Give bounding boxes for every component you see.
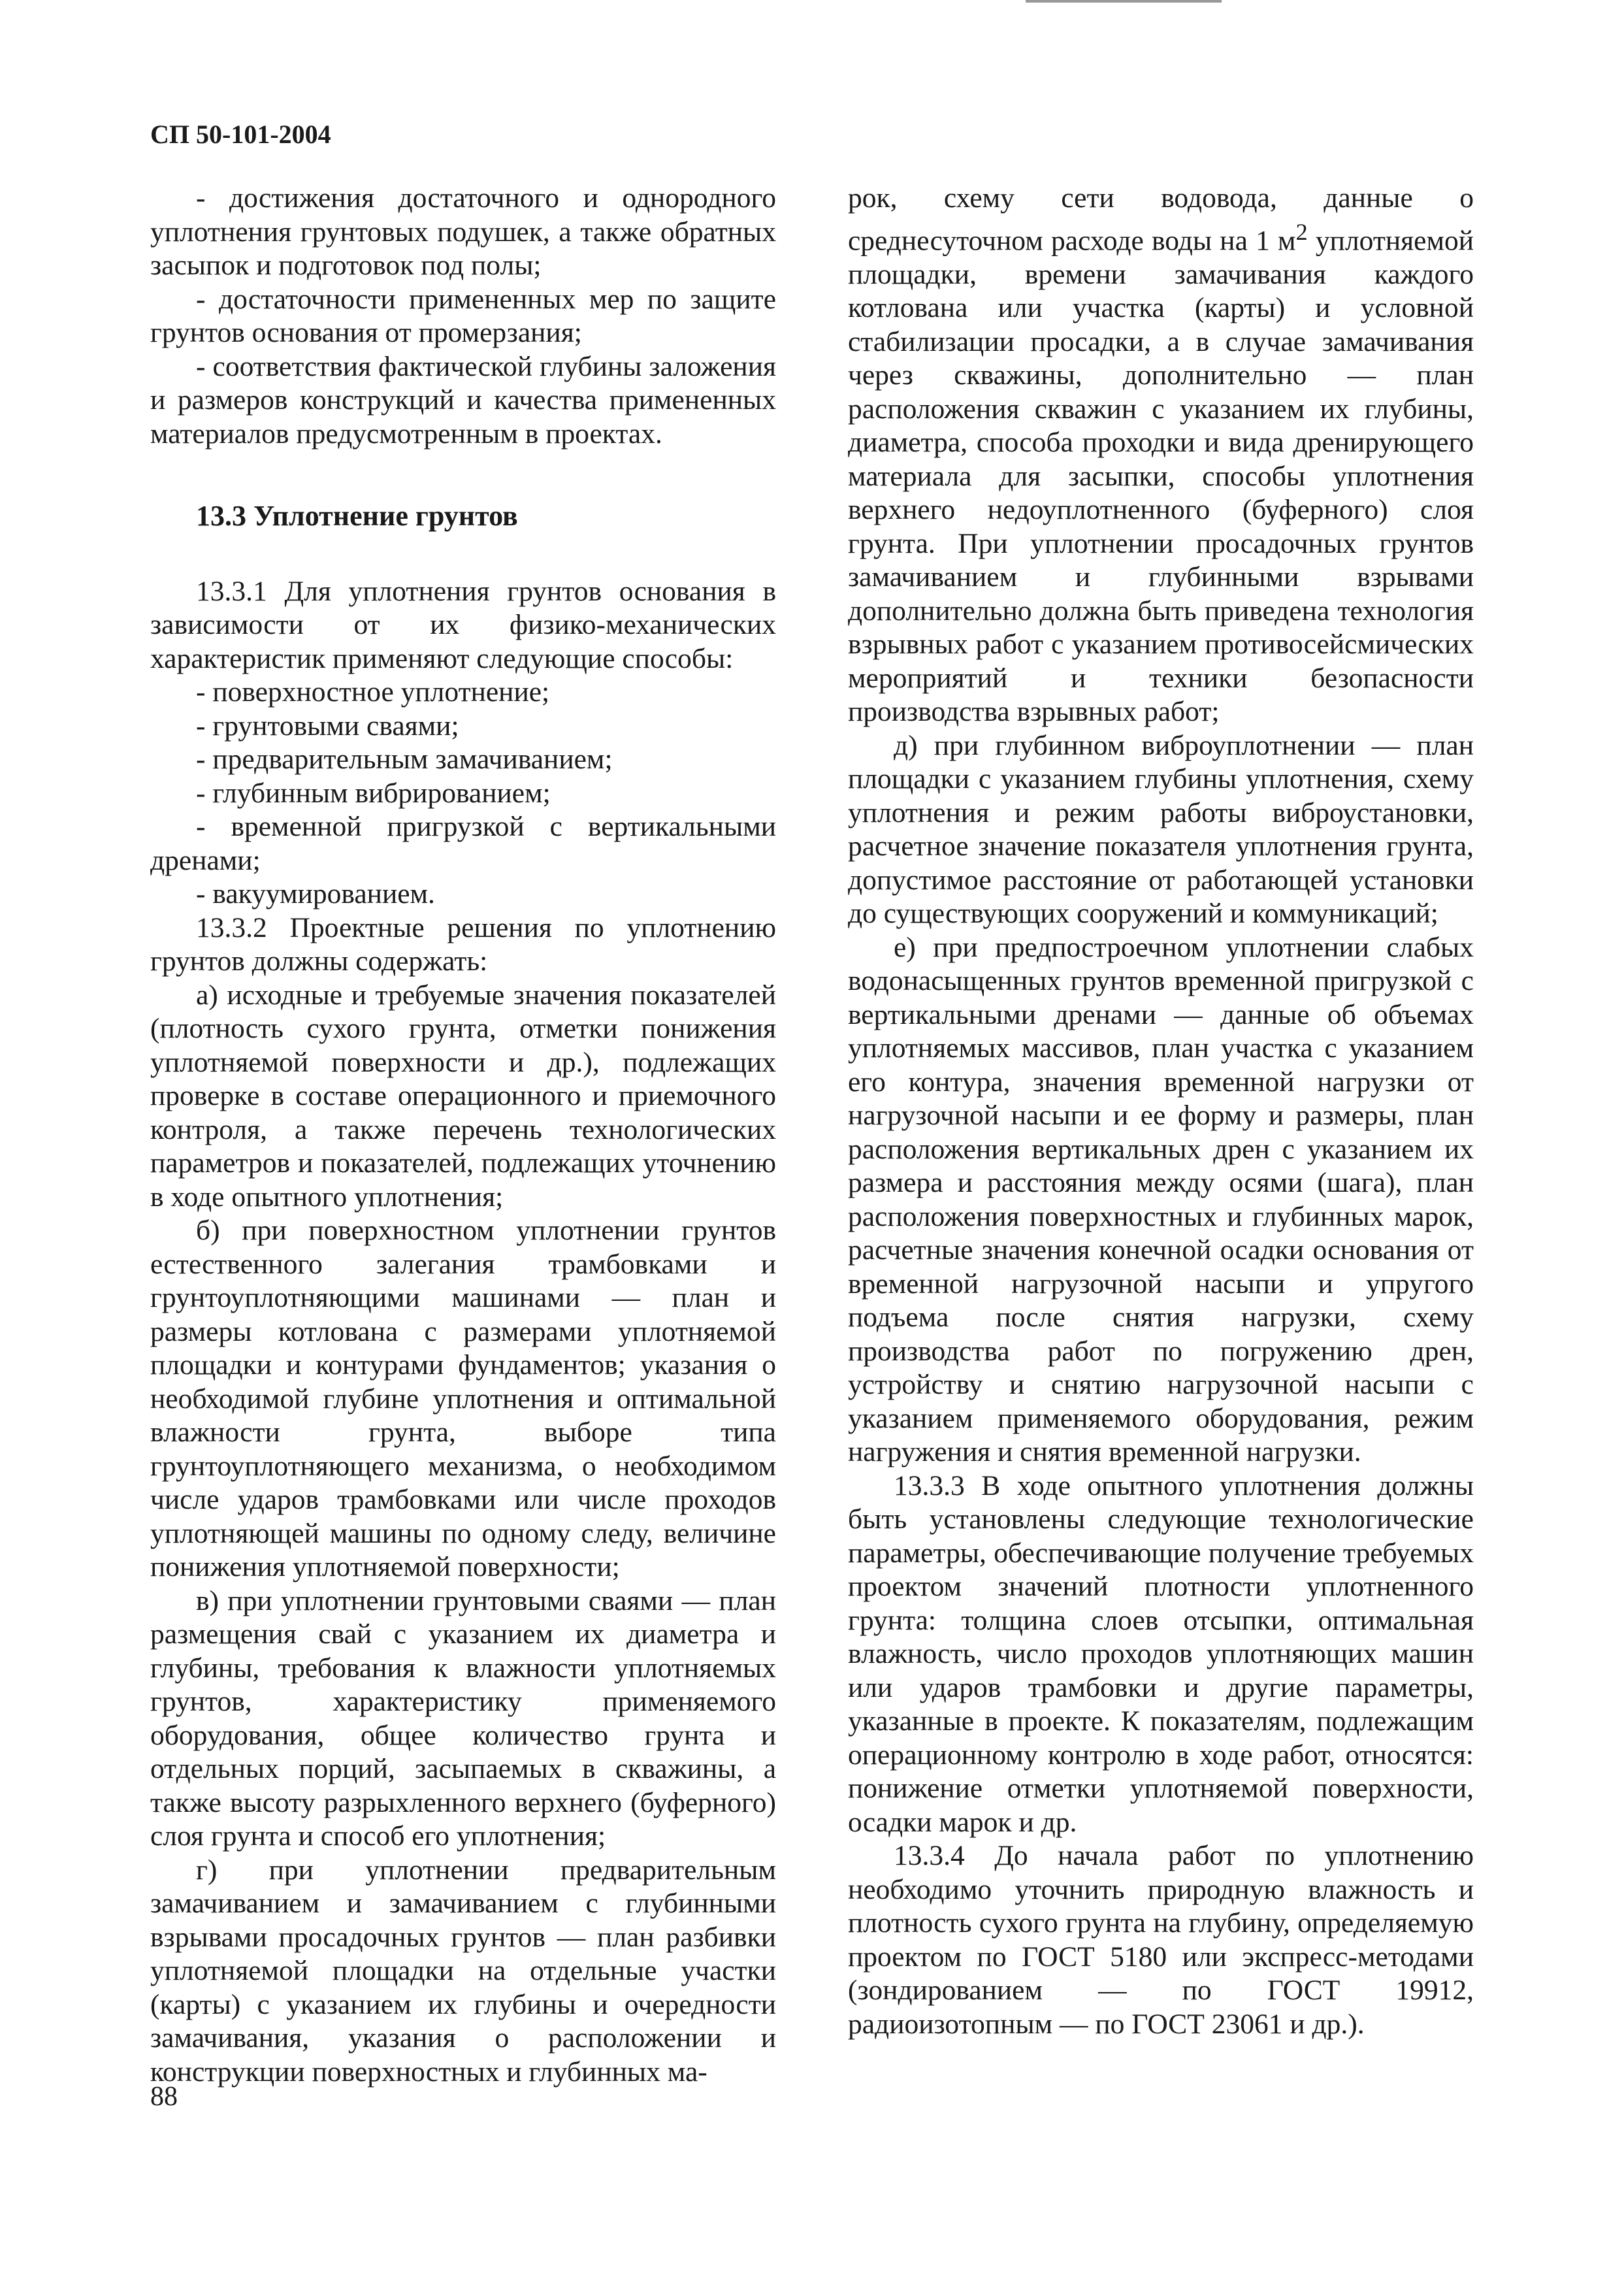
paragraph-13-3-4: 13.3.4 До начала работ по уплотнению необходимо уточнить природную влажность и плотность сухого грунта на глубину, определяемую проектом по ГОСТ 5180 или экспресс-методами (зондированием — по ГОСТ 19912, радиоизотопным — по ГОСТ 23061 и др.). (848, 1840, 1474, 2040)
item-g-continuation (848, 182, 1474, 729)
method-item: - поверхностное уплотнение; (196, 676, 550, 708)
scan-edge-line (1026, 0, 1222, 3)
paragraph-13-3-2: 13.3.2 Проектные решения по уплотнению грунтов должны содержать: (150, 911, 776, 977)
method-item: - временной пригрузкой с вертикальными дренами; (150, 811, 776, 876)
method-item: - грунтовыми сваями; (196, 710, 459, 742)
item-g: г) при уплотнении предварительным замачиванием и замачиванием с глубинными взрывами просадочных грунтов — план разбивки уплотняемой площадки на отдельные участки (карты) с указанием их глубины и очередности замачивания, указания о расположении и конструкции поверхностных и глубинных ма- (150, 1854, 776, 2088)
paragraph-13-3-3: 13.3.3 В ходе опытного уплотнения должны быть установлены следующие технологические параметры, обеспечивающие получение требуемых проектом значений плотности уплотненного грунта: толщина слоев отсыпки, оптимальная влажность, число проходов уплотняющих машин или ударов трамбовки и другие параметры, указанные в проекте. К показателям, подлежащим операционному контролю в ходе работ, относятся: понижение отметки уплотняемой поверхности, осадки марок и др. (848, 1469, 1474, 1838)
list-item: - соответствия фактической глубины заложения и размеров конструкций и качества примененных материалов предусмотренным в проектах. (150, 350, 776, 450)
item-a: а) исходные и требуемые значения показателей (плотность сухого грунта, отметки понижения уплотняемой поверхности и др.), подлежащих проверке в составе операционного и приемочного контроля, а также перечень технологических параметров и показателей, подлежащих уточнению в ходе опытного уплотнения; (150, 979, 776, 1213)
list-item: - достаточности примененных мер по защите грунтов основания от промерзания; (150, 283, 776, 348)
list-item: - достижения достаточного и однородного уплотнения грунтовых подушек, а также обратных засыпок и подготовок под полы; (150, 182, 776, 281)
left-column (150, 182, 776, 2089)
method-item: - глубинным вибрированием; (196, 777, 551, 809)
item-b: б) при поверхностном уплотнении грунтов естественного залегания трамбовками и грунтоуплотняющими машинами — план и размеры котлована с размерами уплотняемой площадки и контурами фундаментов; указания о необходимой глубине уплотнения и оптимальной влажности грунта, выборе типа грунтоуплотняющего механизма, о необходимом числе ударов трамбовками или числе проходов уплотняющей машины по одному следу, величине понижения уплотняемой поверхности; (150, 1215, 776, 1582)
page-number: 88 (150, 2082, 178, 2112)
method-item: - вакуумированием. (196, 878, 435, 909)
section-heading: 13.3 Уплотнение грунтов (196, 500, 518, 532)
document-code: СП 50-101-2004 (150, 120, 331, 149)
paragraph-13-3-1: 13.3.1 Для уплотнения грунтов основания в зависимости от их физико-механических характеристик применяют следующие способы: (150, 575, 776, 674)
item-g-cont-text: рок, схему сети водовода, данные о среднесуточном расходе воды на 1 м (848, 182, 1474, 256)
superscript-2: 2 (1295, 218, 1308, 245)
item-g-cont-text-2: уплотняемой площадки, времени замачивания каждого котлована или участка (карты) и условной стабилизации просадки, а в случае замачивания через скважины, дополнительно — план расположения скважин с указанием их глубины, диаметра, способа проходки и вида дренирующего материала для засыпки, способы уплотнения верхнего недоуплотненного (буферного) слоя грунта. При уплотнении просадочных грунтов замачиванием и глубинными взрывами дополнительно должна быть приведена технология взрывных работ с указанием противосейсмических мероприятий и техники безопасности производства взрывных работ; (848, 225, 1474, 727)
item-d: д) при глубинном виброуплотнении — план площадки с указанием глубины уплотнения, схему уплотнения и режим работы виброустановки, расчетное значение показателя уплотнения грунта, допустимое расстояние от работающей установки до существующих сооружений и коммуникаций; (848, 729, 1474, 929)
item-v: в) при уплотнении грунтовыми сваями — план размещения свай с указанием их диаметра и глубины, требования к влажности уплотняемых грунтов, характеристику применяемого оборудования, общее количество грунта и отдельных порций, засыпаемых в скважины, а также высоту разрыхленного верхнего (буферного) слоя грунта и способ его уплотнения; (150, 1584, 776, 1852)
right-column (848, 182, 1474, 2041)
item-e: е) при предпостроечном уплотнении слабых водонасыщенных грунтов временной пригрузкой с вертикальными дренами — данные об объемах уплотняемых массивов, план участка с указанием его контура, значения временной нагрузки от нагрузочной насыпи и ее форму и размеры, план расположения вертикальных дрен с указанием их размера и расстояния между осями (шага), план расположения поверхностных и глубинных марок, расчетные значения конечной осадки основания от временной нагрузочной насыпи и упругого подъема после снятия нагрузки, схему производства работ по погружению дрен, устройству и снятию нагрузочной насыпи с указанием применяемого оборудования, режим нагружения и снятия временной нагрузки. (848, 931, 1474, 1467)
method-item: - предварительным замачиванием; (196, 744, 613, 775)
